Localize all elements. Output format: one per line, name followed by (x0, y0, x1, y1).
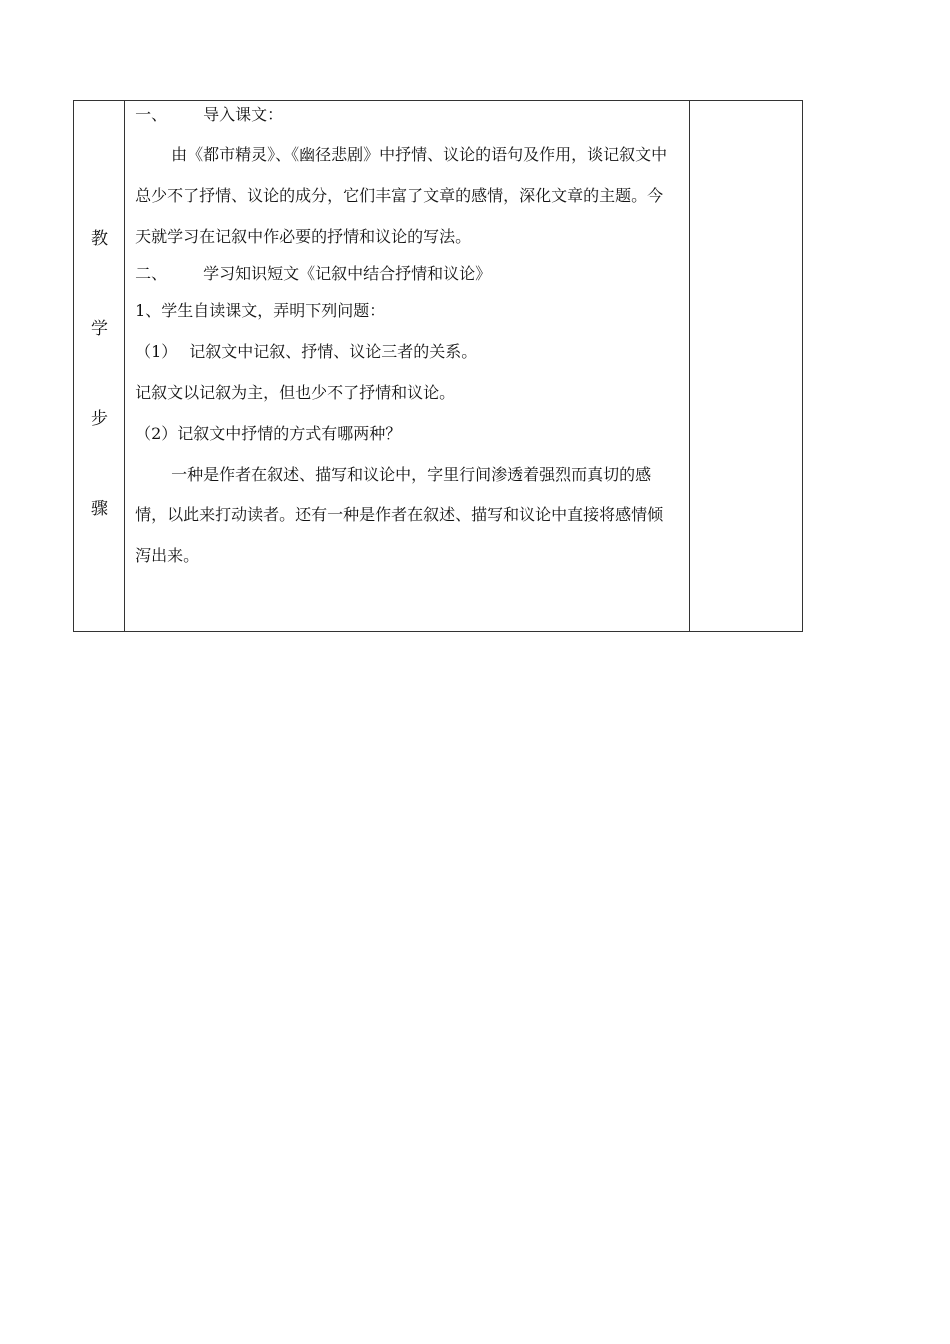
heading-2 (135, 257, 677, 291)
label-char-3: 步 (91, 409, 108, 429)
item-1: 1、学生自读课文，弄明下列问题： (135, 301, 386, 321)
heading-1-text: 导入课文： (203, 105, 284, 124)
label-char-1: 教 (91, 229, 108, 249)
paragraph-intro: 由《都市精灵》、《幽径悲剧》中抒情、议论的语句及作用，谈记叙文中总少不了抒情、议论的成分，它们丰富了文章的感情，深化文章的主题。今天就学习在记叙中作必要的抒情和议论的写法。 (135, 145, 668, 246)
question-2: （2）记叙文中抒情的方式有哪两种？ (135, 423, 402, 443)
heading-1-number: 一、 (135, 105, 168, 124)
heading-2-number: 二、 (135, 264, 168, 284)
table-row (74, 101, 803, 632)
answer-1: 记叙文以记叙为主，但也少不了抒情和议论。 (135, 382, 456, 402)
question-1-text: 记叙文中记叙、抒情、议论三者的关系。 (189, 342, 478, 362)
section-label-cell (74, 101, 125, 632)
label-char-4: 骤 (91, 499, 108, 519)
answer-2: 一种是作者在叙述、描写和议论中，字里行间渗透着强烈而真切的感情，以此来打动读者。还有一种是作者在叙述、描写和议论中直接将感情倾泻出来。 (135, 464, 664, 566)
content-body (125, 101, 689, 577)
notes-cell (689, 101, 802, 632)
label-char-2: 学 (91, 319, 108, 339)
lesson-table (73, 100, 803, 632)
question-1-number: （1） (135, 342, 178, 362)
heading-1 (135, 103, 677, 135)
question-1 (135, 332, 677, 373)
heading-2-text: 学习知识短文《记叙中结合抒情和议论》 (203, 264, 492, 284)
content-cell (125, 101, 690, 632)
